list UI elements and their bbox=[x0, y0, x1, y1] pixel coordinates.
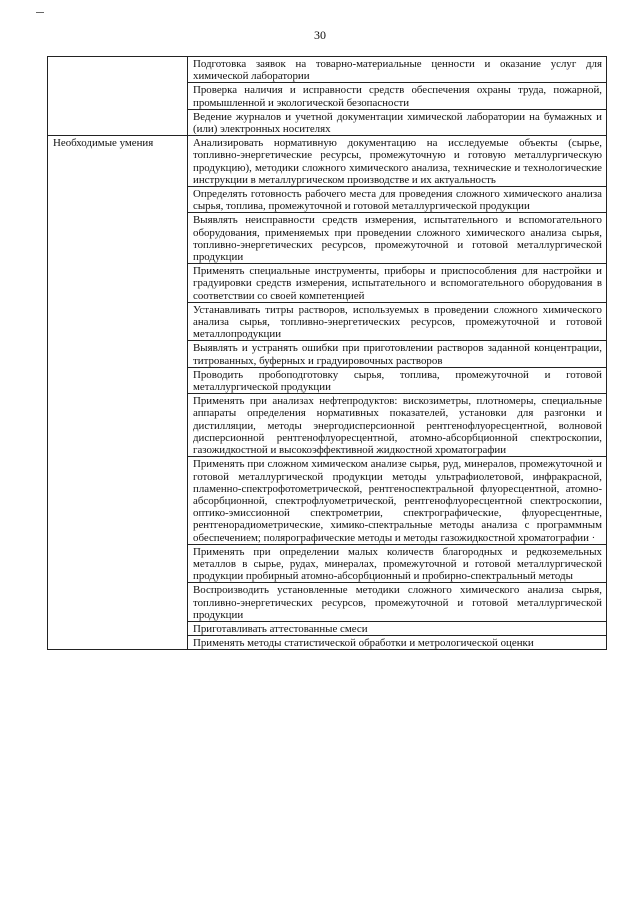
item-cell: Приготавливать аттестованные смеси bbox=[188, 621, 607, 635]
item-cell: Выявлять неисправности средств измерения, испытательного и вспомогательного оборудования, применяемых при проведении сложного химического анализа сырья, топливно-энергетических ресурсов, промежуточной и готовой металлургической продукции bbox=[188, 213, 607, 264]
table-row bbox=[48, 136, 607, 187]
item-cell: Применять методы статистической обработки и метрологической оценки bbox=[188, 636, 607, 650]
item-cell: Определять готовность рабочего места для проведения сложного химического анализа сырья, топлива, промежуточной и готовой металлургической продукции bbox=[188, 187, 607, 213]
item-cell: Анализировать нормативную документацию на исследуемые объекты (сырье, топливно-энергетические ресурсы, промежуточную и готовую металлургическую продукцию), методики сложного химического анализа, технические и технологические инструкции в металлургическом производстве и их актуальность bbox=[188, 136, 607, 187]
item-cell: Применять при определении малых количеств благородных и редкоземельных металлов в сырье, рудах, минералах, промежуточной и готовой металлургической продукции пробирный атомно-абсорбционный и пробирно-спектральный методы bbox=[188, 544, 607, 583]
item-cell: Выявлять и устранять ошибки при приготовлении растворов заданной концентрации, титрованных, буферных и градуировочных растворов bbox=[188, 341, 607, 367]
category-cell-skills: Необходимые умения bbox=[48, 136, 188, 650]
item-cell: Проверка наличия и исправности средств обеспечения охраны труда, пожарной, промышленной и экологической безопасности bbox=[188, 83, 607, 109]
table-row bbox=[48, 57, 607, 83]
item-cell: Применять при сложном химическом анализе сырья, руд, минералов, промежуточной и готовой металлургической продукции методы ультрафиолетовой, инфракрасной, пламенно-спектрофотометрической, рентгеноспектральной флуоресцентной, атомно-абсорбционной, спектрофлуометрической, рентгенофлуоресцентной спектроскопии, оптико-эмиссионной спектрометрии, спектрографические, флуоресцентные, рентгенорадиометрические, химико-спектральные методы анализа с программным обеспечением; полярографические методы и методы газожидкостной хроматографии · bbox=[188, 457, 607, 544]
category-cell-empty bbox=[48, 57, 188, 136]
item-cell: Устанавливать титры растворов, используемых в проведении сложного химического анализа сырья, топливно-энергетических ресурсов, промежуточной и готовой металлопродукции bbox=[188, 302, 607, 341]
item-cell: Применять при анализах нефтепродуктов: вискозиметры, плотномеры, специальные аппараты определения нормативных показателей, установки для разгонки и дистилляции, методы энергодисперсионной рентгенофлуоресцентной, волновой дисперсионной рентгенофлуоресцентной, атомно-абсорбционной спектроскопии, газожидкостной и высокоэффективной жидкостной хроматографии bbox=[188, 394, 607, 457]
item-cell: Применять специальные инструменты, приборы и приспособления для настройки и градуировки средств измерения, испытательного и вспомогательного оборудования в соответствии со своей компетенцией bbox=[188, 264, 607, 303]
requirements-table bbox=[47, 56, 607, 650]
page-number: 30 bbox=[314, 28, 326, 42]
corner-mark bbox=[36, 12, 44, 13]
item-cell: Воспроизводить установленные методики сложного химического анализа сырья, топливно-энергетических ресурсов, промежуточной и готовой металлургической продукции bbox=[188, 583, 607, 622]
item-cell: Ведение журналов и учетной документации химической лаборатории на бумажных и (или) электронных носителях bbox=[188, 109, 607, 135]
item-cell: Подготовка заявок на товарно-материальные ценности и оказание услуг для химической лаборатории bbox=[188, 57, 607, 83]
item-cell: Проводить пробоподготовку сырья, топлива, промежуточной и готовой металлургической продукции bbox=[188, 367, 607, 393]
